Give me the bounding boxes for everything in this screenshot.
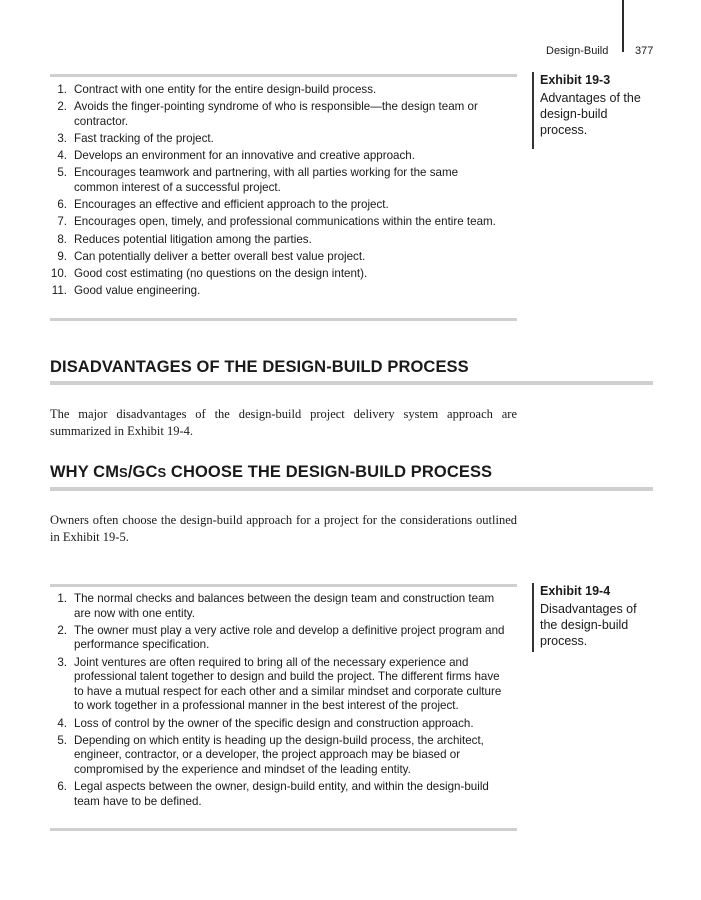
- exhibit-19-3-caption: Advantages of the design-build process.: [540, 91, 641, 137]
- list-item: 8. Reduces potential litigation among the parties.: [57, 232, 312, 246]
- exhibit-19-3-side-label: [532, 72, 650, 149]
- list-item: 3. Joint ventures are often required to bring all of the necessary experience and professional talent together to design and build the project. The different firms have to have a mutual respect for each other and a similar mindset and corporate culture to work together in a professional manner in the best interest of the project.: [57, 655, 502, 713]
- page-number: 377: [635, 45, 654, 57]
- section-heading-why: WHY CMS/GCS CHOOSE THE DESIGN-BUILD PROCESS: [50, 463, 493, 481]
- list-item: 6. Encourages an effective and efficient approach to the project.: [57, 198, 389, 212]
- list-item: 4. Develops an environment for an innovative and creative approach.: [57, 149, 415, 163]
- list-item: 2. The owner must play a very active role and develop a definitive project program and performance specification.: [57, 623, 505, 652]
- section-rule: [50, 487, 653, 491]
- list-item: 11. Good value engineering.: [51, 284, 201, 298]
- exhibit-19-3-bottom-rule: [50, 318, 517, 321]
- exhibit-19-4-caption: Disadvantages of the design-build process.: [540, 602, 637, 648]
- list-item: 1. Contract with one entity for the entire design-build process.: [57, 83, 377, 96]
- list-item: 10. Good cost estimating (no questions on the design intent).: [50, 266, 368, 280]
- list-item: 7. Encourages open, timely, and professional communications within the entire team.: [57, 215, 496, 229]
- running-title: Design-Build: [546, 45, 609, 57]
- exhibit-19-4-list: [50, 592, 505, 812]
- exhibit-19-4-bottom-rule: [50, 828, 517, 831]
- header-rule: [622, 0, 624, 52]
- exhibit-19-3-list: [50, 83, 505, 301]
- exhibit-19-3-top-rule: [50, 74, 517, 77]
- exhibit-19-4-top-rule: [50, 584, 517, 587]
- disadvantages-paragraph: The major disadvantages of the design-build project delivery system approach are summarized in Exhibit 19-4.: [50, 407, 517, 438]
- why-paragraph: Owners often choose the design-build approach for a project for the considerations outlined in Exhibit 19-5.: [50, 513, 517, 544]
- list-item: 3. Fast tracking of the project.: [57, 131, 214, 145]
- list-item: 4. Loss of control by the owner of the specific design and construction approach.: [57, 716, 474, 730]
- list-item: 2. Avoids the finger-pointing syndrome of who is responsible—the design team or contractor.: [57, 100, 478, 128]
- section-heading-disadvantages: DISADVANTAGES OF THE DESIGN-BUILD PROCESS: [50, 358, 469, 376]
- list-item: 6. Legal aspects between the owner, design-build entity, and within the design-build team have to be defined.: [57, 780, 489, 808]
- exhibit-19-4-label: Exhibit 19-4: [540, 584, 611, 598]
- exhibit-19-3-label: Exhibit 19-3: [540, 73, 611, 87]
- list-item: 1. The normal checks and balances between the design team and construction team are now with one entity.: [57, 592, 495, 620]
- exhibit-19-4-side-label: [532, 583, 650, 652]
- section-rule: [50, 381, 653, 385]
- list-item: 5. Encourages teamwork and partnering, with all parties working for the same common interest of a successful project.: [57, 166, 459, 194]
- list-item: 5. Depending on which entity is heading up the design-build process, the architect, engineer, contractor, or a developer, the project approach may be biased or compromised by the experience and mindset of the leading entity.: [57, 733, 484, 776]
- list-item: 9. Can potentially deliver a better overall best value project.: [57, 249, 366, 263]
